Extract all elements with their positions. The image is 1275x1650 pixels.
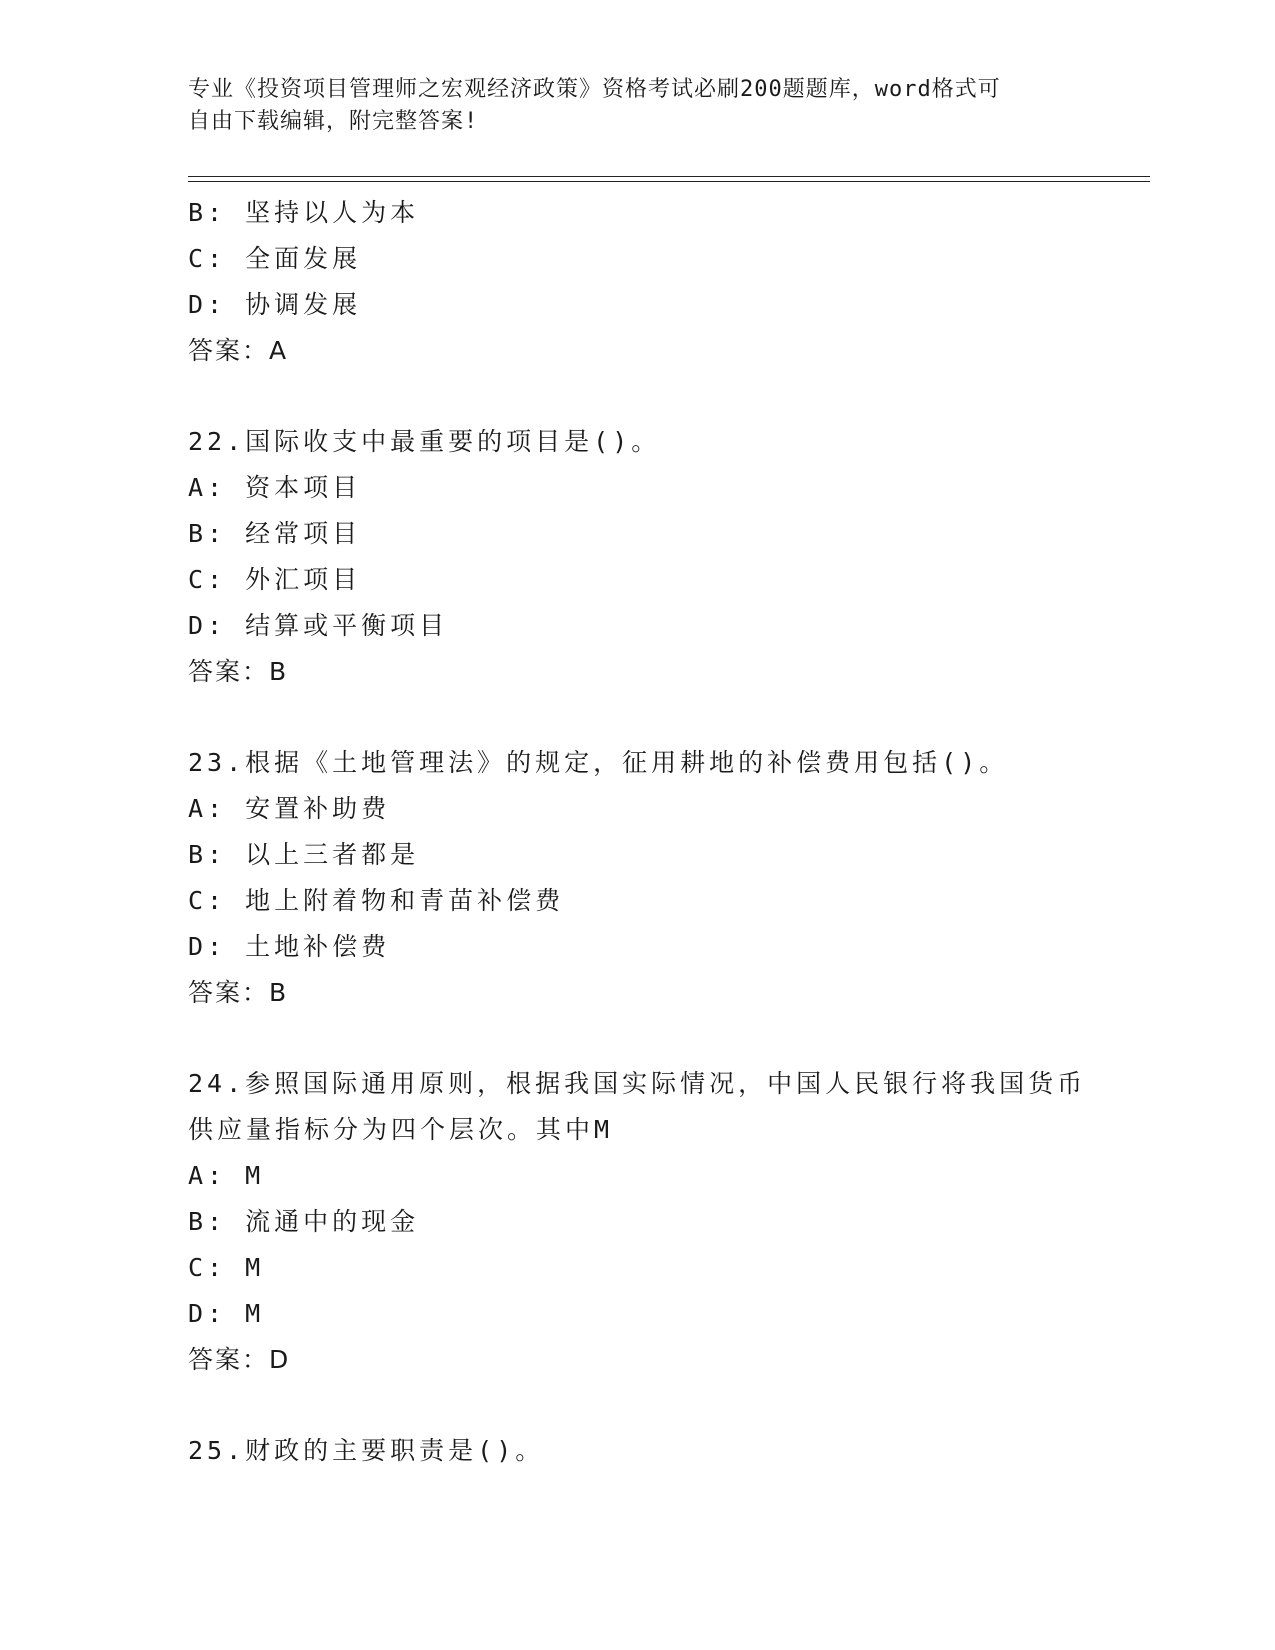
option-d: D: 结算或平衡项目 [188, 611, 449, 640]
question-list [188, 190, 1088, 1474]
question-stem: 22.国际收支中最重要的项目是()。 [188, 427, 661, 456]
header-line-1: 专业《投资项目管理师之宏观经济政策》资格考试必刷200题题库，word格式可 [188, 77, 1001, 102]
header-divider-bottom [188, 181, 1150, 182]
question-25 [188, 1428, 1088, 1474]
option-a: A: 资本项目 [188, 473, 362, 502]
option-c: C: 外汇项目 [188, 565, 362, 594]
question-stem-line-2: 供应量指标分为四个层次。其中M [188, 1115, 614, 1144]
answer: 答案：A [188, 336, 289, 365]
question-22 [188, 419, 1088, 695]
option-d: D: 协调发展 [188, 290, 362, 319]
option-c: C: 地上附着物和青苗补偿费 [188, 886, 565, 915]
header-divider-top [188, 176, 1150, 177]
question-stem: 25.财政的主要职责是()。 [188, 1436, 545, 1465]
question-21-tail [188, 190, 1088, 374]
option-b: B: 坚持以人为本 [188, 198, 420, 227]
option-b: B: 以上三者都是 [188, 840, 420, 869]
answer: 答案：B [188, 657, 289, 686]
question-24 [188, 1061, 1088, 1383]
option-c: C: 全面发展 [188, 244, 362, 273]
answer: 答案：D [188, 1345, 291, 1374]
option-d: D: 土地补偿费 [188, 932, 391, 961]
question-stem: 23.根据《土地管理法》的规定，征用耕地的补偿费用包括()。 [188, 748, 1009, 777]
question-stem-line-1: 24.参照国际通用原则，根据我国实际情况，中国人民银行将我国货币 [188, 1069, 1087, 1098]
question-23 [188, 740, 1088, 1016]
option-b: B: 经常项目 [188, 519, 362, 548]
answer: 答案：B [188, 978, 289, 1007]
option-a: A: 安置补助费 [188, 794, 391, 823]
header-line-2: 自由下载编辑，附完整答案! [188, 109, 479, 134]
document-header [188, 74, 1068, 138]
option-d: D: M [188, 1299, 265, 1328]
option-a: A: M [188, 1161, 265, 1190]
option-b: B: 流通中的现金 [188, 1207, 420, 1236]
option-c: C: M [188, 1253, 265, 1282]
